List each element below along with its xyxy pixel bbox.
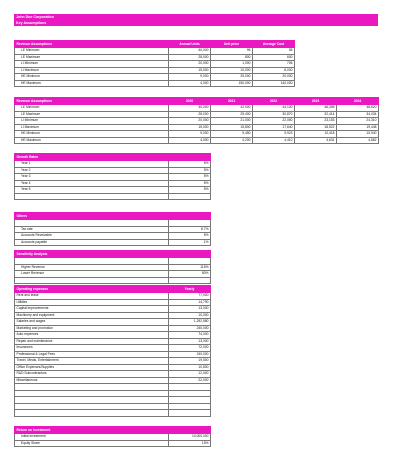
cell-value: 22,050 bbox=[253, 118, 295, 125]
row-label: Rent and lease bbox=[15, 293, 169, 300]
cell-value: 15,000 bbox=[169, 124, 211, 131]
row-label: LE Minimum bbox=[15, 105, 169, 112]
row-label: HE Minimum bbox=[15, 131, 169, 138]
cell-value: 48,620 bbox=[337, 105, 379, 112]
cell-value: 115% bbox=[169, 264, 211, 271]
cell-value: 13,000 bbox=[169, 338, 211, 345]
cell-value: 5% bbox=[169, 233, 211, 240]
row-label: Office Expenses/Supplies bbox=[15, 364, 169, 371]
column-header: 2020 bbox=[169, 98, 211, 105]
cell-value: 46,305 bbox=[295, 105, 337, 112]
row-label: Utilities bbox=[15, 299, 169, 306]
cell-value: 5% bbox=[169, 167, 211, 174]
cell-value: 74,000 bbox=[169, 332, 211, 339]
cell-value: 13,000 bbox=[169, 306, 211, 313]
table-row bbox=[15, 193, 211, 200]
row-label: Insurances bbox=[15, 345, 169, 352]
cell-value: 10,418 bbox=[295, 131, 337, 138]
cell-value: 706 bbox=[253, 61, 295, 68]
cell-value: 240,000 bbox=[169, 351, 211, 358]
cell-value: 9,000 bbox=[169, 74, 211, 81]
cell-value: 77,000 bbox=[169, 293, 211, 300]
cell-value: 28,000 bbox=[169, 111, 211, 118]
revenue-projection-table bbox=[14, 97, 379, 144]
cell-value: 4,631 bbox=[295, 137, 337, 144]
row-label: Tax rate bbox=[15, 226, 169, 233]
cell-value: 8,000 bbox=[253, 67, 295, 74]
section-title: Revenue Assumptions bbox=[15, 98, 169, 105]
row-label: Year 4 bbox=[15, 180, 169, 187]
cell-value: 20,000 bbox=[169, 118, 211, 125]
column-header: 2021 bbox=[211, 98, 253, 105]
table-header-row bbox=[15, 213, 211, 220]
row-label: Accounts payable bbox=[15, 239, 169, 246]
section-title: Others bbox=[15, 213, 169, 220]
row-label: Higher Revenue bbox=[15, 264, 169, 271]
row-label: Professional & Legal Fees bbox=[15, 351, 169, 358]
section-title: Return on Investment bbox=[15, 427, 169, 434]
cell-value: 28,000 bbox=[169, 54, 211, 61]
sensitivity-table bbox=[14, 250, 211, 284]
cell-value: 17,640 bbox=[253, 124, 295, 131]
cell-value: 10,000 bbox=[169, 312, 211, 319]
cell-value: 10,000 bbox=[211, 67, 253, 74]
cell-value: 1,000 bbox=[211, 61, 253, 68]
cell-value: 1,292,580 bbox=[169, 319, 211, 326]
cell-value: 600 bbox=[253, 54, 295, 61]
row-label: Marketing and promotion bbox=[15, 325, 169, 332]
cell-value: 18,522 bbox=[295, 124, 337, 131]
cell-value: 9,450 bbox=[211, 131, 253, 138]
row-label: Year 5 bbox=[15, 187, 169, 194]
row-label: R&D Subcontractors bbox=[15, 371, 169, 378]
cell-value: 10,000,000 bbox=[169, 434, 211, 441]
cell-value: 40,000 bbox=[169, 48, 211, 55]
column-header: Average Cost bbox=[253, 41, 295, 48]
cell-value: 10,940 bbox=[337, 131, 379, 138]
table-header-row bbox=[15, 98, 379, 105]
cell-value: 19,448 bbox=[337, 124, 379, 131]
document-header bbox=[14, 14, 378, 26]
table-row bbox=[15, 277, 211, 284]
cell-value: 32,414 bbox=[295, 111, 337, 118]
cell-value: 5% bbox=[169, 174, 211, 181]
cell-value: 15,000 bbox=[169, 67, 211, 74]
row-label: Initial investment bbox=[15, 434, 169, 441]
table-row bbox=[15, 80, 295, 87]
row-label: LI Minimum bbox=[15, 61, 169, 68]
table-row bbox=[15, 410, 211, 417]
cell-value: 95 bbox=[211, 48, 253, 55]
others-table bbox=[14, 212, 211, 246]
cell-value: 4,200 bbox=[211, 137, 253, 144]
cell-value: 12,000 bbox=[169, 371, 211, 378]
section-title: Sensitivity Analysis bbox=[15, 251, 169, 258]
cell-value: 5% bbox=[169, 180, 211, 187]
row-label: HE Minimum bbox=[15, 74, 169, 81]
cell-value: 23,153 bbox=[295, 118, 337, 125]
row-label: Salaries and wages bbox=[15, 319, 169, 326]
row-label: LE Maximum bbox=[15, 111, 169, 118]
row-label: Year 3 bbox=[15, 174, 169, 181]
cell-value: 80% bbox=[169, 271, 211, 278]
column-header: Annual Units bbox=[169, 41, 211, 48]
row-label: Miscellaneous bbox=[15, 377, 169, 384]
table-row bbox=[15, 239, 211, 246]
column-header: Unit price bbox=[211, 41, 253, 48]
column-header: 2023 bbox=[295, 98, 337, 105]
revenue-assumptions-table bbox=[14, 40, 295, 87]
row-label: Lower Revenue bbox=[15, 271, 169, 278]
row-label: Auto expenses bbox=[15, 332, 169, 339]
cell-value: 1% bbox=[169, 239, 211, 246]
cell-value: 22,000 bbox=[169, 377, 211, 384]
cell-value: 29,400 bbox=[211, 111, 253, 118]
row-label: LE Maximum bbox=[15, 54, 169, 61]
row-label: Machinery and equipment bbox=[15, 312, 169, 319]
row-label: Accounts Receivable bbox=[15, 233, 169, 240]
row-label: HE Maximum bbox=[15, 137, 169, 144]
row-label: LI Maximum bbox=[15, 124, 169, 131]
cell-value: 14,790 bbox=[169, 299, 211, 306]
row-label: LI Maximum bbox=[15, 67, 169, 74]
cell-value: 55 bbox=[253, 48, 295, 55]
section-title: Revenue Assumptions bbox=[15, 41, 169, 48]
operating-expenses-table bbox=[14, 285, 211, 417]
cell-value: 19,500 bbox=[169, 358, 211, 365]
growth-rates-table bbox=[14, 153, 211, 200]
cell-value: 4,410 bbox=[253, 137, 295, 144]
cell-value: 30,870 bbox=[253, 111, 295, 118]
company-name: John Doe Corporation bbox=[16, 15, 54, 19]
section-title: Operating expenses bbox=[15, 286, 169, 293]
cell-value: 5% bbox=[169, 161, 211, 168]
column-header: Yearly bbox=[169, 286, 211, 293]
investment-table bbox=[14, 426, 211, 447]
document-subtitle: Key Assumptions bbox=[16, 21, 47, 25]
row-label: Repair and maintenance bbox=[15, 338, 169, 345]
cell-value: 40,000 bbox=[169, 105, 211, 112]
cell-value: 150,000 bbox=[211, 80, 253, 87]
cell-value: 15,800 bbox=[211, 124, 253, 131]
cell-value: 44,100 bbox=[253, 105, 295, 112]
cell-value: 240,000 bbox=[169, 325, 211, 332]
row-label: Capital improvements bbox=[15, 306, 169, 313]
cell-value: 140,000 bbox=[253, 80, 295, 87]
section-title: Growth Rates bbox=[15, 154, 169, 161]
table-header-row bbox=[15, 427, 211, 434]
cell-value: 20,000 bbox=[253, 74, 295, 81]
cell-value: 24,310 bbox=[337, 118, 379, 125]
table-row bbox=[15, 137, 379, 144]
table-header-row bbox=[15, 41, 295, 48]
cell-value: 10,800 bbox=[169, 364, 211, 371]
cell-value: 20,000 bbox=[169, 61, 211, 68]
row-label: Year 1 bbox=[15, 161, 169, 168]
cell-value: 8.7% bbox=[169, 226, 211, 233]
cell-value: 9,000 bbox=[169, 131, 211, 138]
row-label: LE Minimum bbox=[15, 48, 169, 55]
row-label: LI Minimum bbox=[15, 118, 169, 125]
cell-value: 15% bbox=[169, 440, 211, 447]
cell-value: 21,000 bbox=[211, 118, 253, 125]
cell-value: 42,000 bbox=[211, 105, 253, 112]
cell-value: 4,862 bbox=[337, 137, 379, 144]
table-header-row bbox=[15, 154, 211, 161]
row-label: Travel, Meals, Entertainment bbox=[15, 358, 169, 365]
cell-value: 72,000 bbox=[169, 345, 211, 352]
cell-value: 4,000 bbox=[169, 137, 211, 144]
cell-value: 34,034 bbox=[337, 111, 379, 118]
cell-value: 9,923 bbox=[253, 131, 295, 138]
cell-value: 800 bbox=[211, 54, 253, 61]
table-header-row bbox=[15, 286, 211, 293]
table-row bbox=[15, 440, 211, 447]
cell-value: 5% bbox=[169, 187, 211, 194]
column-header: 2024 bbox=[337, 98, 379, 105]
cell-value: 25,000 bbox=[211, 74, 253, 81]
table-header-row bbox=[15, 251, 211, 258]
row-label: Equity Share bbox=[15, 440, 169, 447]
column-header: 2022 bbox=[253, 98, 295, 105]
cell-value: 4,000 bbox=[169, 80, 211, 87]
row-label: Year 2 bbox=[15, 167, 169, 174]
row-label: HE Maximum bbox=[15, 80, 169, 87]
